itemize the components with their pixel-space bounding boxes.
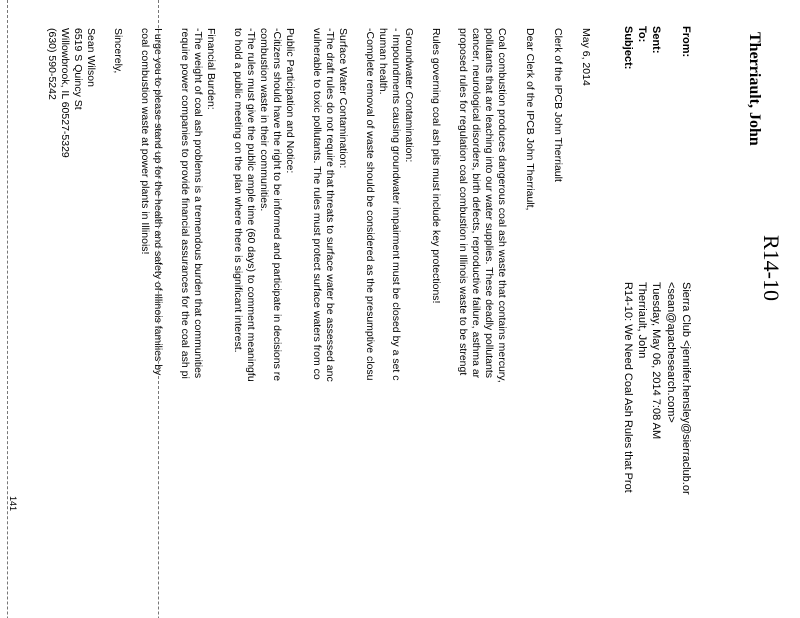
page-number: 141 — [8, 496, 18, 512]
from-email-value: <sean@apachesearch.com> — [665, 282, 677, 423]
paragraph-line: proposed rules for regulation coal combustion in Illinois waste to be strengt — [457, 28, 469, 376]
subject-value: R14-10: We Need Coal Ash Rules that Prot — [622, 282, 634, 493]
from-value: Sierra Club <jennifer.hensley@sierraclub.or — [680, 282, 692, 495]
financial-line: -The weight of coal ash problems is a tremendous burden that communities — [192, 28, 204, 379]
participation-line: combustion waste in their communities. — [258, 28, 270, 212]
from-label: From: — [680, 26, 692, 58]
groundwater-heading: Groundwater Contamination: — [403, 28, 415, 163]
subject-label: Subject: — [622, 26, 634, 70]
signature-line: (630) 590-5242 — [46, 28, 58, 100]
participation-heading: Public Participation and Notice: — [284, 28, 296, 174]
scan-edge-line — [7, 0, 8, 618]
surface-line: vulnerable to toxic pollutants. The rules must protect surface waters from co — [311, 28, 323, 380]
surface-heading: Surface Water Contamination: — [337, 28, 349, 169]
groundwater-line: - Impoundments causing groundwater impairment must be closed by a set c — [390, 28, 402, 381]
salutation: Dear Clerk of the IPCB John Therriault, — [524, 28, 536, 211]
to-value: Therriault, John — [636, 282, 648, 359]
recipient-line: Clerk of the IPCB John Therriault — [552, 28, 564, 182]
paragraph-line: pollutants that are leaching into our water supplies. These deadly pollutants — [483, 28, 495, 379]
to-label: To: — [636, 26, 648, 43]
signature-line: Willowbrook, IL 60527-5329 — [59, 28, 71, 158]
sender-name-heading: Therriault, John — [746, 32, 763, 146]
sent-label: Sent: — [650, 26, 662, 54]
closing-line: I urge you to please stand up for the health and safety of Illinois families by — [152, 28, 164, 376]
groundwater-line: -Complete removal of waste should be considered as the presumptive closu — [364, 28, 376, 381]
participation-line: -Citizens should have the right to be informed and participate in decisions re — [271, 28, 283, 382]
financial-heading: Financial Burden: — [205, 28, 217, 110]
letter-date: May 6, 2014 — [580, 28, 592, 86]
financial-line: require power companies to provide financial assurances for the coal ash pi — [179, 28, 191, 379]
paragraph-line: cancer, neurological disorders, birth defects, reproductive failure, asthma ar — [470, 28, 482, 379]
docket-code: R14-10 — [759, 235, 784, 301]
participation-line: to hold a public meeting on the plan where there is significant interest. — [232, 28, 244, 353]
paragraph-line: Coal combustion produces dangerous coal ash waste that contains mercury, — [496, 28, 508, 383]
signature-line: 6519 S Quincy St — [72, 28, 84, 110]
sent-value: Tuesday, May 06, 2014 7:08 AM — [650, 282, 662, 440]
closing-line: coal combustion waste at power plants in Illinois! — [139, 28, 151, 255]
signoff: Sincerely, — [112, 28, 124, 74]
participation-line: -The rules must give the public ample time (60 days) to comment meaningfu — [245, 28, 257, 382]
rules-intro: Rules governing coal ash pits must include key protections! — [430, 28, 442, 304]
scan-fold-line — [158, 0, 159, 618]
signature-line: Sean Wilson — [85, 28, 97, 87]
groundwater-line: human health. — [377, 28, 389, 95]
surface-line: -The draft rules do not require that threats to surface water be assessed anc — [324, 28, 336, 382]
